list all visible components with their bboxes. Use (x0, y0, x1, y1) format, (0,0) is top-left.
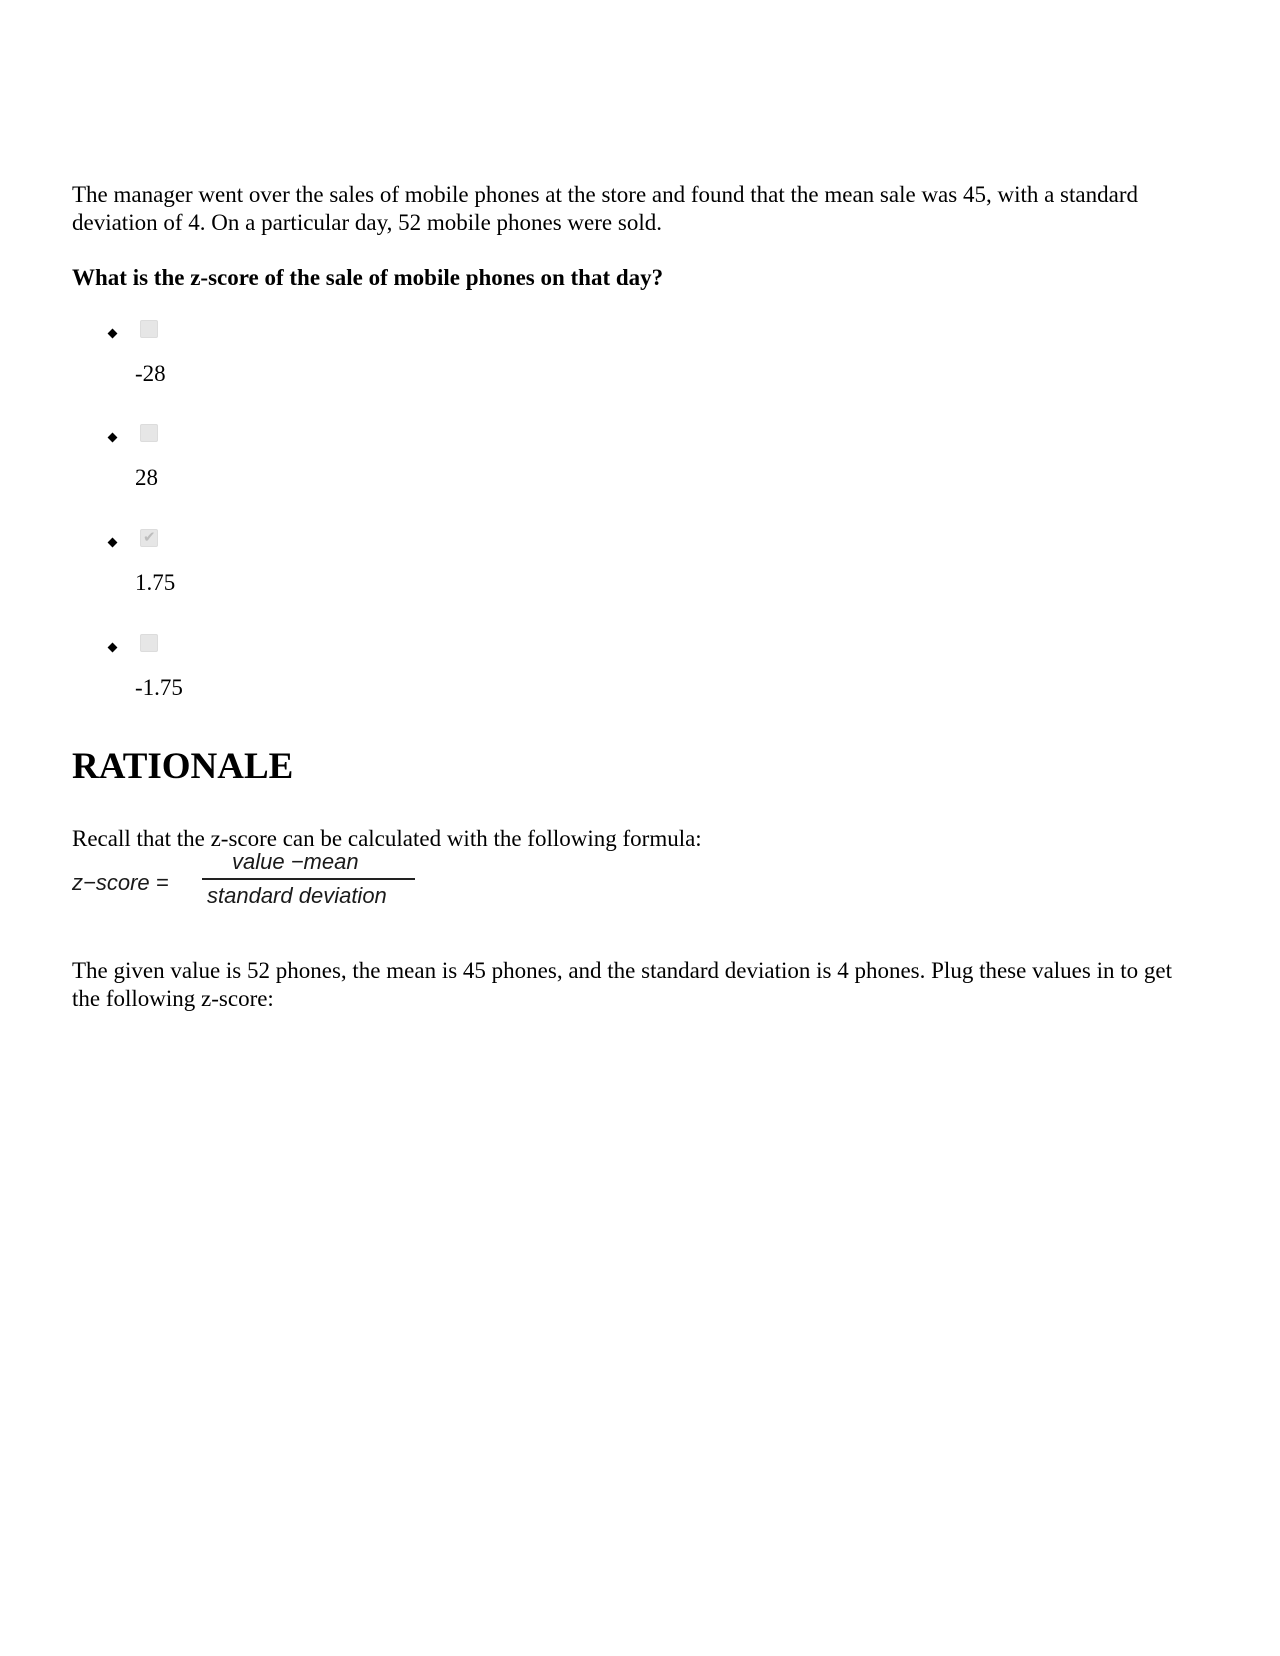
answer-checkbox[interactable] (140, 529, 158, 547)
question-text: The manager went over the sales of mobile phones at the store and found that the mean sale was 45, with a standard deviation of 4. On a particular day, 52 mobile phones were sold. (72, 182, 1138, 235)
answer-option[interactable] (72, 424, 472, 524)
bullet-icon (108, 433, 118, 443)
fraction-bar (202, 878, 415, 880)
answer-checkbox[interactable] (140, 320, 158, 338)
answer-checkbox[interactable] (140, 424, 158, 442)
answer-checkbox[interactable] (140, 634, 158, 652)
check-icon: ✔ (143, 528, 156, 546)
answer-option[interactable] (72, 529, 472, 629)
formula-numerator: value −mean (232, 849, 359, 874)
answer-option-label: -28 (135, 361, 166, 386)
formula-denominator: standard deviation (207, 883, 387, 908)
z-score-formula (72, 849, 432, 913)
formula-lhs: z−score = (72, 870, 169, 895)
bullet-icon (108, 538, 118, 548)
rationale-intro: Recall that the z-score can be calculated with the following formula: (72, 826, 702, 851)
question-prompt: What is the z-score of the sale of mobile phones on that day? (72, 265, 664, 290)
bullet-icon (108, 643, 118, 653)
answer-option[interactable] (72, 320, 472, 420)
answer-option-label: 28 (135, 465, 158, 490)
rationale-body: The given value is 52 phones, the mean is 45 phones, and the standard deviation is 4 phones. Plug these values in to get the following z-score: (72, 958, 1172, 1011)
bullet-icon (108, 329, 118, 339)
answer-option-label: -1.75 (135, 675, 183, 700)
answer-option-label: 1.75 (135, 570, 176, 595)
answer-option[interactable] (72, 634, 472, 734)
rationale-heading: RATIONALE (72, 746, 294, 787)
